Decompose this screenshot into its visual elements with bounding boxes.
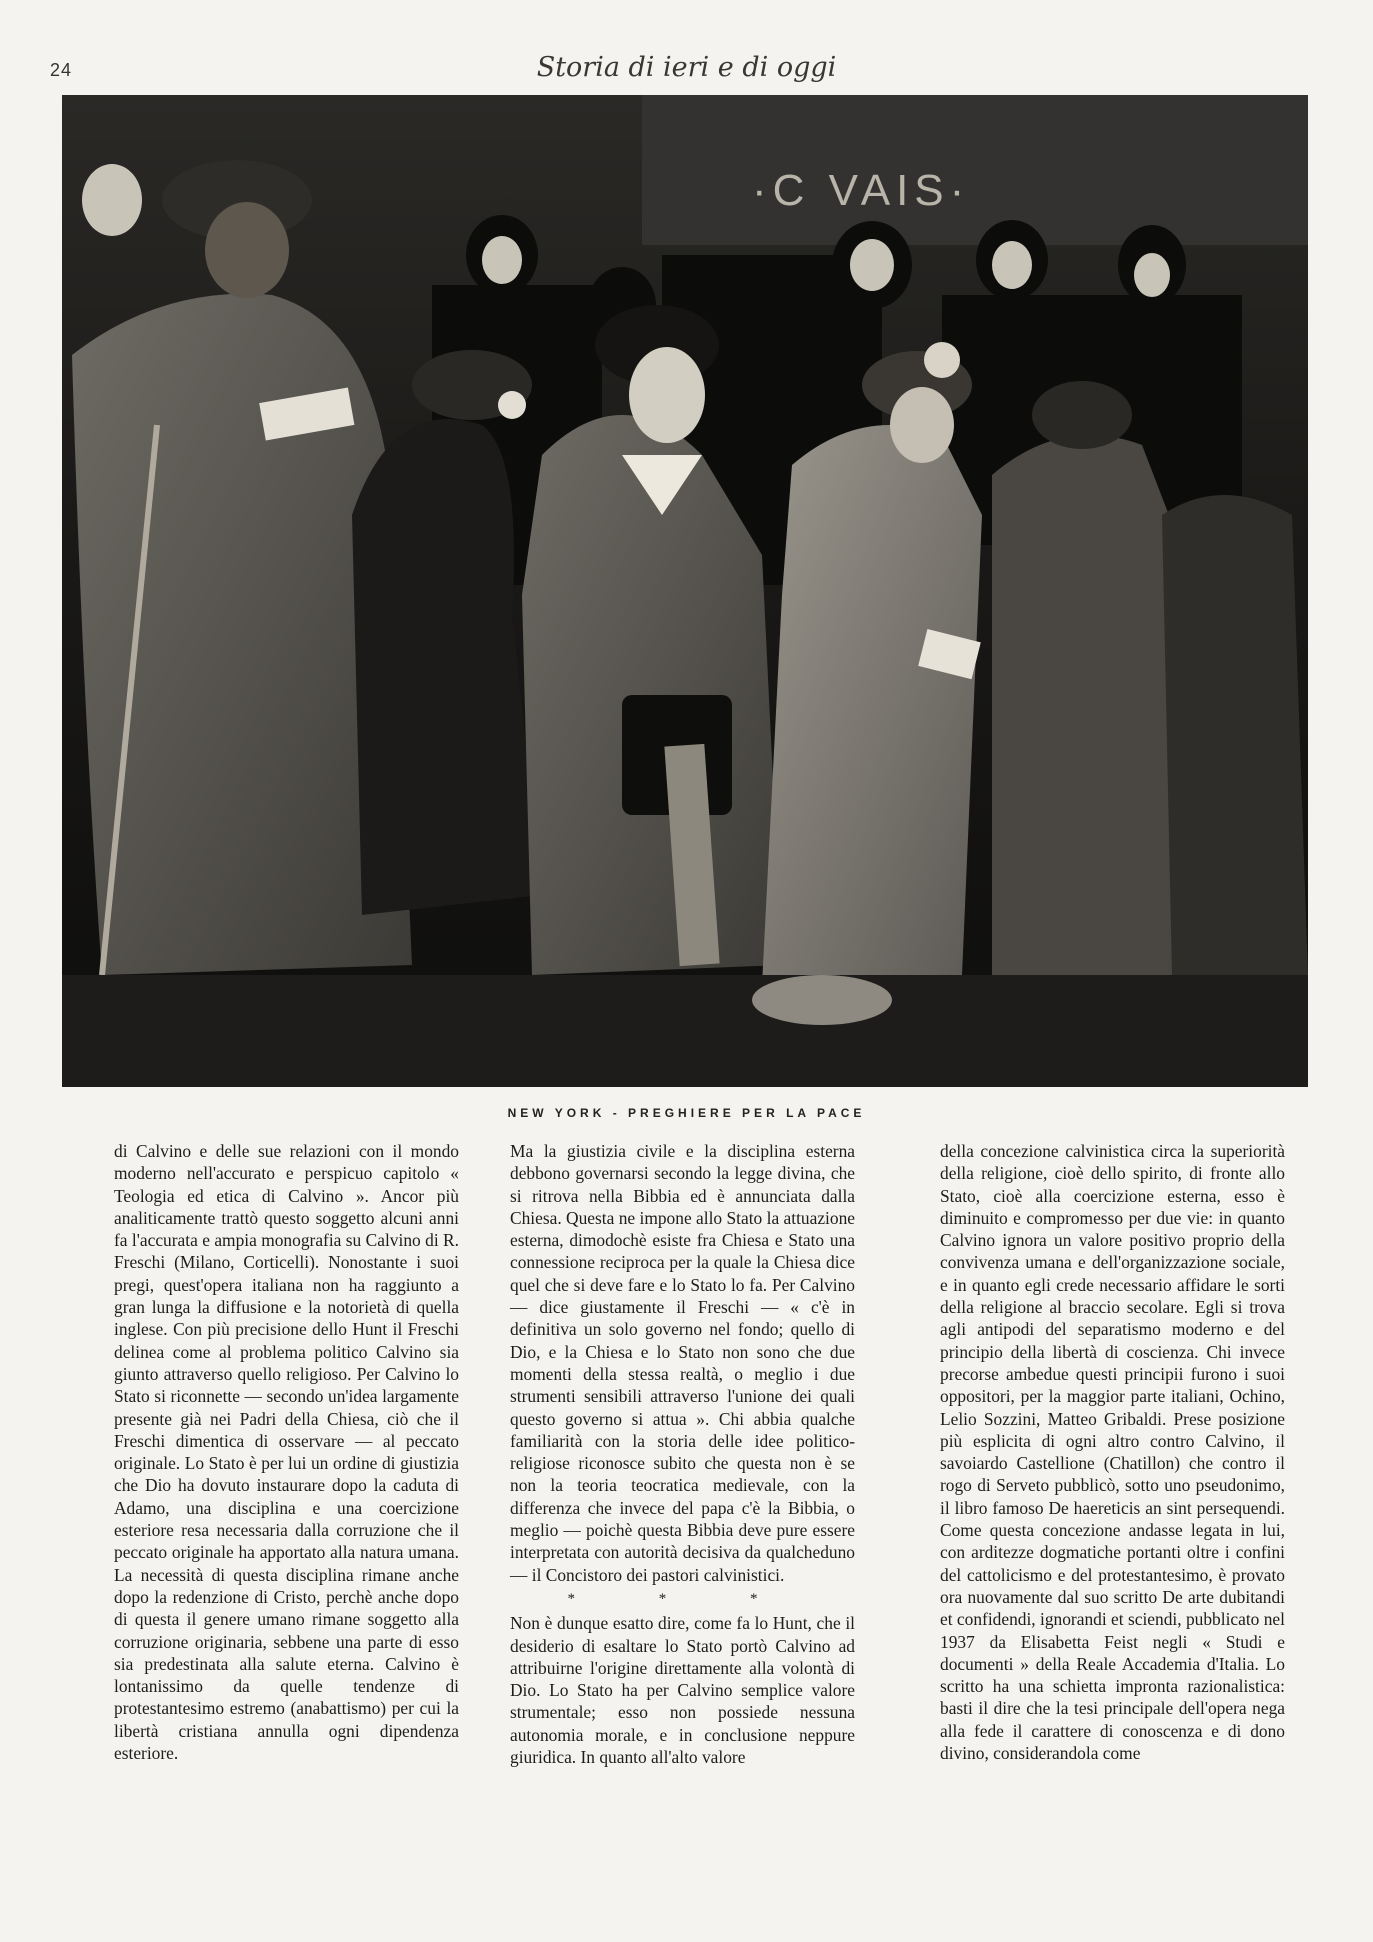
paragraph: Non è dunque esatto dire, come fa lo Hunt, che il desiderio di esaltare lo Stato portò Calvino ad attribuirne l'origine direttamente alla volontà di Dio. Lo Stato ha per Calvino semplice valore strumentale; esso non possiede nessuna autonomia morale, e in conclusione neppure giuridica. In quanto all'alto valore (510, 1613, 855, 1768)
storefront-sign: ·C VAIS· (752, 166, 971, 215)
text-column-2 (510, 1140, 855, 1768)
section-divider: * * * (567, 1590, 798, 1607)
news-photograph (62, 95, 1308, 1087)
paragraph: della concezione calvinistica circa la superiorità della religione, cioè dello spirito, di fronte allo Stato, cioè alla coercizione esterna, esso è diminuito e compromesso per due vie: in quanto Calvino ignora un valore positivo proprio della convivenza umana e dell'organizzazione sociale, e in quanto egli crede necessario affidare le sorti della religione al braccio secolare. Egli si trova agli antipodi del separatismo moderno e del principio della libertà di coscienza. Chi invece precorse ambedue questi principii furono i suoi oppositori, per la maggior parte italiani, Ochino, Lelio Sozzini, Matteo Gribaldi. Prese posizione più esplicita di ogni altro contro Calvino, il savoiardo Castellione (Chatillon) che contro il rogo di Serveto pubblicò, sotto uno pseudonimo, il libro famoso De haereticis an sint persequendi. Come questa concezione andasse legata in lui, con arditezze dogmatiche portanti oltre i confini del cattolicismo e del protestantesimo, è provato ora nuovamente dal suo scritto De arte dubitandi et confidendi, ignorandi et sciendi, pubblicato nel 1937 da Elisabetta Feist negli « Studi e documenti » della Reale Accademia d'Italia. Lo scritto ha una schietta impronta razionalistica: basti il dire che la tesi principale dell'opera nega alla fede il carattere di conoscenza e di dono divino, considerandola come (940, 1141, 1285, 1764)
photo-caption: NEW YORK - PREGHIERE PER LA PACE (507, 1106, 866, 1120)
article-body (114, 1140, 1329, 1900)
paragraph: Ma la giustizia civile e la disciplina esterna debbono governarsi secondo la legge divina, che si ritrova nella Bibbia ed è annunciata dalla Chiesa. Questa ne impone allo Stato la attuazione esterna, dimodochè esiste fra Chiesa e Stato una connessione reciproca per la quale la Chiesa dice quel che si deve fare e lo Stato lo fa. Per Calvino — dice giustamente il Freschi — « c'è in definitiva un solo governo nel fondo; quello di Dio, e la Chiesa e lo Stato non sono che due momenti della stessa realtà, o meglio i due strumenti sensibili attraverso l'unione dei quali questo governo si attua ». Chi abbia qualche familiarità con la storia delle idee politico-religiose riconosce subito che questa non è se non la teoria teocratica medievale, con la differenza che invece del papa c'è la Bibbia, o meglio — poichè questa Bibbia deve pure essere interpretata con autorità decisiva da qualcheduno — il Concistoro dei pastori calvinistici. (510, 1141, 855, 1585)
page-number: 24 (50, 60, 73, 80)
text-column-3 (940, 1140, 1285, 1764)
text-column-1 (114, 1140, 459, 1764)
paragraph: di Calvino e delle sue relazioni con il mondo moderno nell'accurato e perspicuo capitolo « Teologia ed etica di Calvino ». Ancor più analiticamente trattò questo soggetto alcuni anni fa l'accurata e ampia monografia su Calvino di R. Freschi (Milano, Corticelli). Nonostante i suoi pregi, quest'opera italiana non ha raggiunto a gran lunga la diffusione e la notorietà di quella inglese. Con più precisione dello Hunt il Freschi delinea come al problema politico Calvino sia giunto attraverso quello religioso. Per Calvino lo Stato si riconnette — secondo un'idea largamente presente già nei Padri della Chiesa, ciò che il Freschi dimentica di osservare — al peccato originale. Lo Stato è per lui un ordine di giustizia che Dio ha dovuto instaurare dopo la caduta di Adamo, una disciplina e una coercizione esteriore resa necessaria dalla corruzione che il peccato originale ha apportato alla natura umana. La necessità di questa disciplina rimane anche dopo la redenzione di Cristo, perchè anche dopo di questa il genere umano rimane soggetto alla corruzione originaria, sebbene una parte di esso sia predestinata alla salute eterna. Calvino è lontanissimo da quelle tendenze di protestantesimo estremo (anabattismo) per cui la libertà cristiana annulla ogni dipendenza esteriore. (114, 1141, 459, 1764)
running-title: Storia di ieri e di oggi (536, 52, 837, 83)
photo-illustration (62, 95, 1308, 1087)
